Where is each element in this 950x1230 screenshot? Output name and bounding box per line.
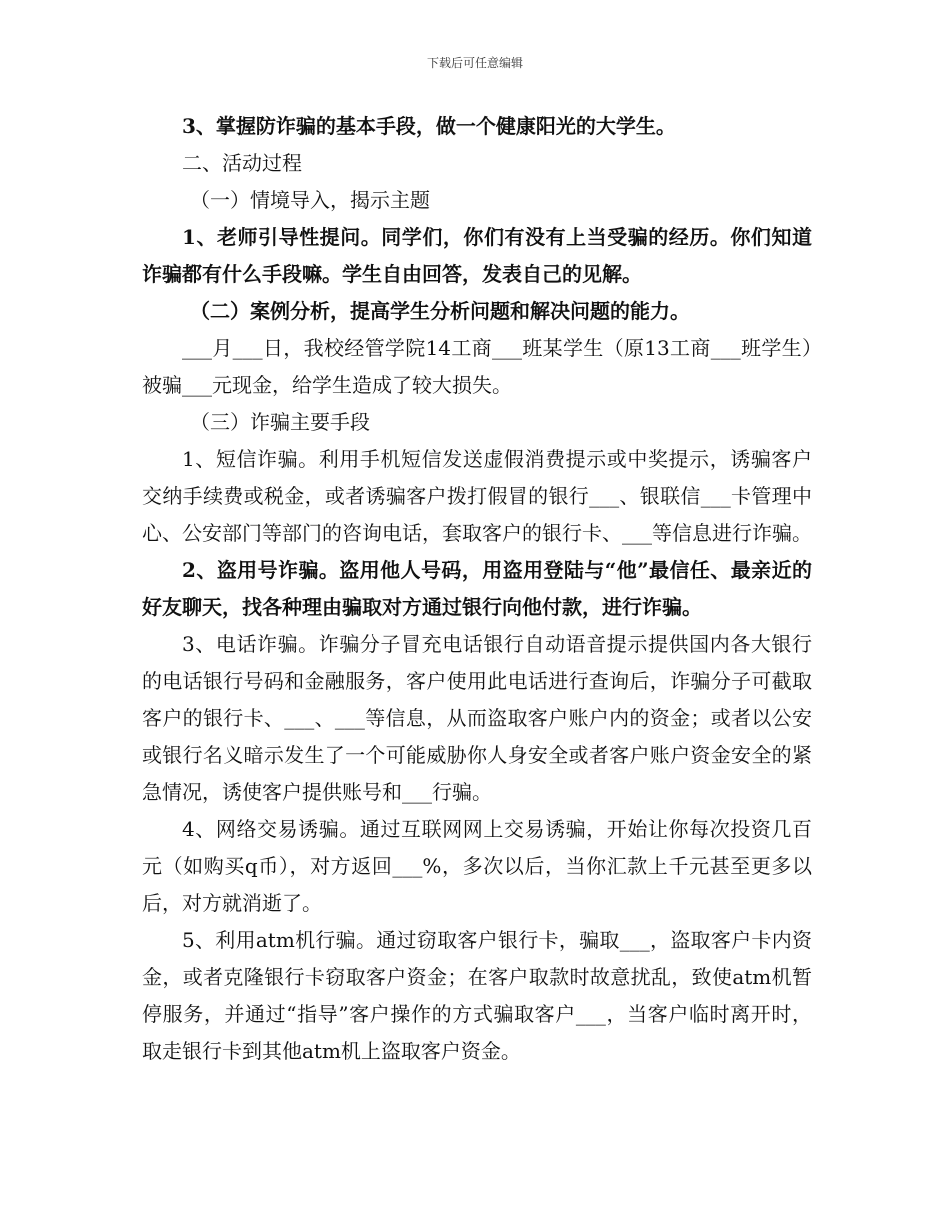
subsection-heading-3: （三）诈骗主要手段 [190,410,370,434]
paragraph-phone-fraud: 3、电话诈骗。诈骗分子冒充电话银行自动语音提示提供国内各大银行的电话银行号码和金融服务，客户使用此电话进行查询后，诈骗分子可截取客户的银行卡、___、___等信息，从而盗取客户账户内的资金；或者以公安或银行名义暗示发生了一个可能威胁你人身安全或者客户账户资金安全的紧急情况，诱使客户提供账号和___行骗。 [142,632,812,804]
paragraph-teacher-question: 1、老师引导性提问。同学们，你们有没有上当受骗的经历。你们知道诈骗都有什么手段嘛。学生自由回答，发表自己的见解。 [142,225,812,286]
page-header: 下载后可任意编辑 [426,56,523,70]
paragraph-case: ___月___日，我校经管学院14工商___班某学生（原13工商___班学生）被骗___元现金，给学生造成了较大损失。 [142,336,812,397]
subsection-heading-2: （二）案例分析，提高学生分析问题和解决问题的能力。 [190,299,690,323]
paragraph-atm-fraud: 5、利用atm机行骗。通过窃取客户银行卡，骗取___，盗取客户卡内资金，或者克隆银行卡窃取客户资金；在客户取款时故意扰乱，致使atm机暂停服务，并通过“指导”客户操作的方式骗取客户___，当客户临时离开时，取走银行卡到其他atm机上盗取客户资金。 [142,928,812,1063]
document-body [142,108,812,1070]
section-heading-activity-process: 二、活动过程 [182,151,302,175]
objective-3: 3、掌握防诈骗的基本手段，做一个健康阳光的大学生。 [182,114,676,138]
paragraph-online-fraud: 4、网络交易诱骗。通过互联网网上交易诱骗，开始让你每次投资几百元（如购买q币），对方返回___%，多次以后，当你汇款上千元甚至更多以后，对方就消逝了。 [142,817,812,915]
paragraph-account-fraud: 2、盗用号诈骗。盗用他人号码，用盗用登陆与“他”最信任、最亲近的好友聊天，找各种理由骗取对方通过银行向他付款，进行诈骗。 [142,558,812,619]
subsection-heading-1: （一）情境导入，揭示主题 [190,188,430,212]
paragraph-sms-fraud: 1、短信诈骗。利用手机短信发送虚假消费提示或中奖提示，诱骗客户交纳手续费或税金，或者诱骗客户拨打假冒的银行___、银联信___卡管理中心、公安部门等部门的咨询电话，套取客户的银行卡、___等信息进行诈骗。 [142,447,812,545]
